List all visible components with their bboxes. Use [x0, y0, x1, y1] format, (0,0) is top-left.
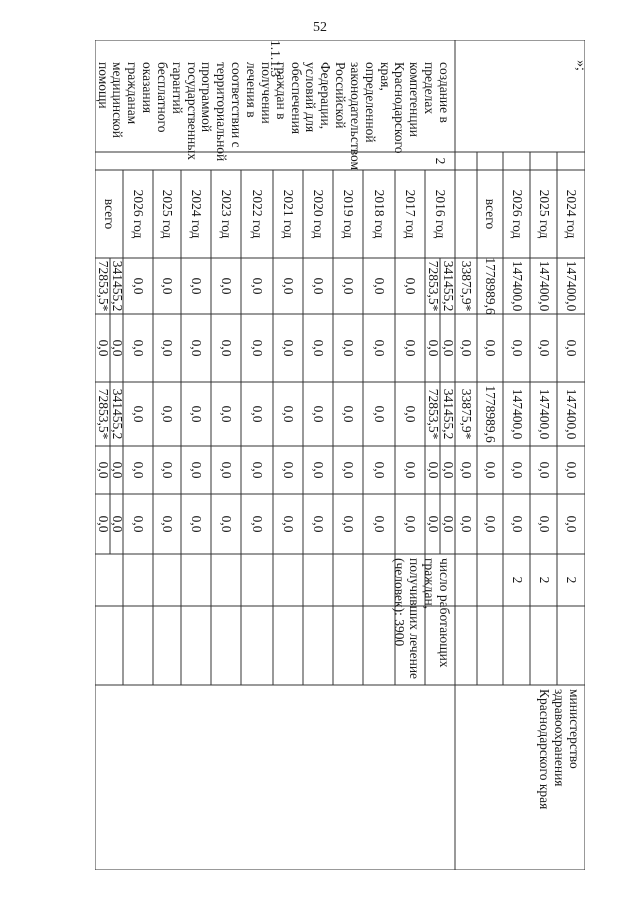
sec-row-value-cell — [395, 258, 425, 314]
sec-row-value: 0,0 — [281, 277, 297, 295]
sec-row-label-cell — [181, 170, 211, 258]
sec-row-value: 0,0 — [311, 277, 327, 295]
top-row-label-cell — [477, 170, 503, 258]
sec-row-value: 0,0 — [341, 277, 357, 295]
top-row-value-cell — [503, 382, 530, 446]
top-row-value: 0,0 — [509, 515, 525, 533]
top-row-value-cell — [530, 494, 557, 554]
top-row-value-cell — [477, 258, 503, 314]
sec-row-value-cell — [110, 314, 123, 382]
top-row-value: 0,0 — [536, 461, 552, 479]
sec-row-value-cell — [110, 446, 123, 494]
sec-row-value-cell — [333, 382, 363, 446]
section-sub-cell — [425, 152, 455, 170]
sec-row-value-cell — [181, 258, 211, 314]
sec-row-value-cell — [333, 494, 363, 554]
sec-row-extra-cell — [425, 494, 440, 554]
sec-row-value: 0,0 — [160, 339, 176, 357]
sec-row-value: 0,0 — [109, 339, 125, 357]
sec-row-value-cell — [363, 494, 395, 554]
top-row-value-cell — [503, 314, 530, 382]
top-row-label: 2026 год — [509, 189, 525, 239]
top-row-value: 2 — [564, 576, 580, 584]
sec-row-value-cell — [440, 494, 455, 554]
sec-row-extra: 0,0 — [95, 339, 111, 357]
sec-row-value-cell — [273, 314, 303, 382]
top-row-value: 147400,0 — [509, 260, 525, 312]
sec-row-value: 0,0 — [311, 405, 327, 423]
sec-row-value-cell — [153, 314, 181, 382]
top-row-extra-cell — [455, 446, 477, 494]
sec-row-value: 0,0 — [189, 277, 205, 295]
top-row-label: 2024 год — [564, 189, 580, 239]
top-row-value: 0,0 — [509, 461, 525, 479]
sec-row-extra: 0,0 — [425, 461, 441, 479]
top-row-extra-cell — [455, 494, 477, 554]
sec-row-value: 0,0 — [250, 339, 266, 357]
top-row-value-cell — [477, 494, 503, 554]
sec-row-value-cell — [303, 494, 333, 554]
sec-row-value-cell — [395, 382, 425, 446]
sec-row-value: 0,0 — [281, 405, 297, 423]
sec-row-value: 0,0 — [219, 461, 235, 479]
sec-row-value-cell — [110, 382, 123, 446]
sec-row-value-cell — [363, 258, 395, 314]
sec-row-value-cell — [333, 446, 363, 494]
sec-row-value-cell — [241, 494, 273, 554]
sec-row-value: 341455,2 — [109, 388, 125, 440]
sec-row-label: 2022 год — [250, 189, 266, 239]
sec-row-extra: 72853,5* — [95, 260, 111, 312]
sec-row-value: 0,0 — [403, 277, 419, 295]
executor-text: министерство здравоохранения Краснодарского края — [537, 689, 582, 810]
sec-row-label-cell — [363, 170, 395, 258]
sec-row-value: 0,0 — [131, 277, 147, 295]
sec-row-value-cell — [303, 258, 333, 314]
sec-row-value: 0,0 — [109, 515, 125, 533]
sec-row-value: 0,0 — [189, 461, 205, 479]
top-row-extra: 0,0 — [459, 339, 475, 357]
sec-row-value-cell — [395, 494, 425, 554]
sec-row-extra: 72853,5* — [425, 388, 441, 440]
sec-row-extra: 72853,5* — [425, 260, 441, 312]
sec-row-value: 0,0 — [341, 515, 357, 533]
top-row-label: 2025 год — [536, 189, 552, 239]
sec-row-value: 0,0 — [341, 461, 357, 479]
sec-row-value-cell — [303, 314, 333, 382]
sec-row-value-cell — [273, 446, 303, 494]
sec-row-label: всего — [102, 198, 118, 230]
sec-row-value-cell — [211, 382, 241, 446]
sec-row-value: 341455,2 — [440, 260, 456, 312]
sec-row-value-cell — [303, 382, 333, 446]
sec-row-value: 0,0 — [440, 461, 456, 479]
sec-row-value-cell — [440, 258, 455, 314]
sec-row-value: 0,0 — [372, 277, 388, 295]
top-row-label-cell — [530, 170, 557, 258]
sec-row-label: 2024 год — [189, 189, 205, 239]
sec-row-value: 0,0 — [131, 461, 147, 479]
sec-row-value-cell — [211, 314, 241, 382]
sec-row-extra-cell — [425, 446, 440, 494]
sec-row-value-cell — [273, 382, 303, 446]
sec-row-extra-cell — [425, 314, 440, 382]
sec-row-value: 0,0 — [250, 515, 266, 533]
rotated-table — [95, 40, 585, 870]
sec-row-value-cell — [153, 382, 181, 446]
side-mark: »; — [573, 60, 588, 71]
sec-row-value: 0,0 — [281, 515, 297, 533]
top-row-value: 2 — [509, 576, 525, 584]
sec-row-label-cell — [153, 170, 181, 258]
top-row-value: 147400,0 — [509, 388, 525, 440]
section-title: создание в пределах компетенции Краснодарского края, определенной законодательством Российской Федерации, условий для обеспечения граждан в получении лечения в соответствии с территориальной программой государственных гарантий бесплатного оказания гражданам медицинской помощи — [95, 62, 452, 171]
sec-row-value-cell — [440, 446, 455, 494]
sec-row-label-cell — [211, 170, 241, 258]
sec-row-label: 2025 год — [160, 189, 176, 239]
sec-row-value: 0,0 — [189, 339, 205, 357]
top-row-value: 1778989,6 — [483, 385, 499, 443]
top-row-value-cell — [477, 382, 503, 446]
sec-row-extra-cell — [425, 382, 440, 446]
sec-row-value: 0,0 — [160, 277, 176, 295]
top-row-extra: 33875,9* — [459, 388, 475, 440]
sec-row-value-cell — [211, 258, 241, 314]
sec-row-value: 0,0 — [281, 339, 297, 357]
sec-row-extra: 0,0 — [425, 339, 441, 357]
sec-row-value-cell — [110, 494, 123, 554]
top-row-extra-cell — [455, 382, 477, 446]
top-row-value: 0,0 — [509, 339, 525, 357]
sec-row-value: 0,0 — [131, 515, 147, 533]
sec-row-label: 2023 год — [219, 189, 235, 239]
top-row-value-cell — [557, 314, 585, 382]
sec-row-label-cell — [395, 170, 425, 258]
sec-row-value: 0,0 — [160, 515, 176, 533]
executor-text-cell — [459, 689, 581, 866]
sec-row-extra: 0,0 — [95, 515, 111, 533]
top-row-value-cell — [477, 314, 503, 382]
sec-row-value-cell — [333, 258, 363, 314]
sec-row-value-cell — [123, 314, 153, 382]
top-row-value: 0,0 — [564, 515, 580, 533]
sec-row-label: 2016 год — [433, 189, 449, 239]
top-row-value-cell — [557, 494, 585, 554]
section-number-cell — [95, 40, 455, 78]
sec-row-value: 0,0 — [403, 339, 419, 357]
top-row-value-cell — [503, 258, 530, 314]
sec-row-value-cell — [241, 314, 273, 382]
sec-row-value: 0,0 — [341, 405, 357, 423]
sec-row-value: 0,0 — [311, 515, 327, 533]
sec-row-value-cell — [363, 382, 395, 446]
top-row-value-cell — [557, 446, 585, 494]
indicator-text-cell — [391, 558, 451, 681]
sec-row-extra-cell — [95, 494, 110, 554]
sec-row-value: 0,0 — [440, 515, 456, 533]
sec-row-value: 0,0 — [109, 461, 125, 479]
sec-row-value: 0,0 — [403, 515, 419, 533]
sec-row-value: 0,0 — [160, 405, 176, 423]
sec-row-value: 0,0 — [219, 515, 235, 533]
top-row-value: 1778989,6 — [483, 257, 499, 315]
sec-row-value: 0,0 — [219, 277, 235, 295]
sec-row-value-cell — [333, 314, 363, 382]
top-row-value: 0,0 — [483, 461, 499, 479]
top-row-value: 0,0 — [483, 515, 499, 533]
top-row-value: 0,0 — [564, 461, 580, 479]
sec-row-label: 2026 год — [131, 189, 147, 239]
top-row-label-cell — [503, 170, 530, 258]
sec-row-label-cell — [273, 170, 303, 258]
sec-row-value: 0,0 — [372, 405, 388, 423]
sec-row-value-cell — [440, 314, 455, 382]
sec-row-value-cell — [303, 446, 333, 494]
sec-row-value-cell — [123, 446, 153, 494]
sec-row-extra-cell — [95, 382, 110, 446]
sec-row-value-cell — [211, 494, 241, 554]
sec-row-value: 0,0 — [281, 461, 297, 479]
sec-row-label-cell — [95, 170, 123, 258]
sec-row-value-cell — [181, 446, 211, 494]
sec-row-value-cell — [123, 258, 153, 314]
sec-row-value: 0,0 — [250, 277, 266, 295]
sec-row-extra: 0,0 — [95, 461, 111, 479]
sec-row-label: 2020 год — [311, 189, 327, 239]
top-row-extra: 33875,9* — [459, 260, 475, 312]
sec-row-value-cell — [153, 258, 181, 314]
sec-row-extra-cell — [95, 314, 110, 382]
top-row-label-cell — [557, 170, 585, 258]
top-row-extra-cell — [455, 314, 477, 382]
sec-row-value-cell — [153, 494, 181, 554]
sec-row-value: 0,0 — [341, 339, 357, 357]
sec-row-value-cell — [181, 382, 211, 446]
sec-row-label: 2018 год — [372, 189, 388, 239]
sec-row-label-cell — [303, 170, 333, 258]
sec-row-value-cell — [241, 446, 273, 494]
sec-row-value-cell — [211, 446, 241, 494]
sec-row-value-cell — [241, 258, 273, 314]
sec-row-value-cell — [273, 258, 303, 314]
sec-row-value-cell — [273, 494, 303, 554]
sec-row-value: 0,0 — [403, 405, 419, 423]
top-row-value-cell — [530, 554, 557, 606]
top-row-extra: 0,0 — [459, 515, 475, 533]
section-sub: 2 — [433, 157, 449, 165]
top-row-value-cell — [530, 314, 557, 382]
top-row-value: 147400,0 — [536, 388, 552, 440]
top-row-value: 147400,0 — [564, 260, 580, 312]
sec-row-extra-cell — [95, 258, 110, 314]
top-row-value: 147400,0 — [564, 388, 580, 440]
sec-row-value: 0,0 — [440, 339, 456, 357]
top-row-value: 2 — [536, 576, 552, 584]
sec-row-value-cell — [363, 446, 395, 494]
sec-row-value-cell — [395, 314, 425, 382]
top-row-value: 0,0 — [536, 515, 552, 533]
top-row-value-cell — [530, 382, 557, 446]
sec-row-value-cell — [241, 382, 273, 446]
sec-row-value: 0,0 — [219, 405, 235, 423]
sec-row-value-cell — [123, 494, 153, 554]
sec-row-value: 0,0 — [189, 515, 205, 533]
top-row-extra-cell — [455, 258, 477, 314]
top-row-value-cell — [557, 554, 585, 606]
top-row-value: 147400,0 — [536, 260, 552, 312]
sec-row-value: 0,0 — [189, 405, 205, 423]
section-title-cell — [95, 62, 452, 171]
sec-row-extra-cell — [425, 258, 440, 314]
sec-row-value-cell — [153, 446, 181, 494]
sec-row-value: 0,0 — [403, 461, 419, 479]
top-row-value: 0,0 — [564, 339, 580, 357]
indicator-text: число работающих граждан, получивших лечение (человек): 3900 — [392, 558, 452, 680]
top-row-value-cell — [530, 446, 557, 494]
sec-row-label-cell — [333, 170, 363, 258]
page-number: 52 — [313, 20, 327, 35]
sec-row-value-cell — [440, 382, 455, 446]
sec-row-value: 0,0 — [131, 339, 147, 357]
sec-row-value: 0,0 — [311, 339, 327, 357]
sec-row-value: 0,0 — [219, 339, 235, 357]
sec-row-value-cell — [363, 314, 395, 382]
sec-row-value-cell — [395, 446, 425, 494]
top-row-value: 0,0 — [483, 339, 499, 357]
sec-row-value: 0,0 — [311, 461, 327, 479]
sec-row-label: 2019 год — [341, 189, 357, 239]
sec-row-label-cell — [123, 170, 153, 258]
sec-row-label-cell — [425, 170, 455, 258]
top-row-value: 0,0 — [536, 339, 552, 357]
top-row-value-cell — [557, 258, 585, 314]
top-row-value-cell — [503, 494, 530, 554]
top-row-extra: 0,0 — [459, 461, 475, 479]
sec-row-value: 0,0 — [250, 461, 266, 479]
sec-row-value: 0,0 — [131, 405, 147, 423]
sec-row-value: 0,0 — [372, 515, 388, 533]
sec-row-value: 341455,2 — [440, 388, 456, 440]
top-row-value-cell — [557, 382, 585, 446]
sec-row-value: 0,0 — [160, 461, 176, 479]
top-row-label: всего — [483, 198, 499, 230]
sec-row-value: 0,0 — [372, 339, 388, 357]
sec-row-value: 0,0 — [372, 461, 388, 479]
sec-row-label: 2021 год — [281, 189, 297, 239]
sec-row-value: 341455,2 — [109, 260, 125, 312]
top-row-value-cell — [503, 554, 530, 606]
sec-row-value-cell — [110, 258, 123, 314]
sec-row-extra: 72853,5* — [95, 388, 111, 440]
sec-row-value-cell — [181, 494, 211, 554]
sec-row-value-cell — [123, 382, 153, 446]
top-row-value-cell — [477, 446, 503, 494]
sec-row-value: 0,0 — [250, 405, 266, 423]
sec-row-label-cell — [241, 170, 273, 258]
sec-row-label: 2017 год — [403, 189, 419, 239]
top-row-value-cell — [503, 446, 530, 494]
top-row-value-cell — [530, 258, 557, 314]
sec-row-extra: 0,0 — [425, 515, 441, 533]
sec-row-value-cell — [181, 314, 211, 382]
sec-row-extra-cell — [95, 446, 110, 494]
section-number: 1.1.1.3 — [268, 40, 284, 78]
